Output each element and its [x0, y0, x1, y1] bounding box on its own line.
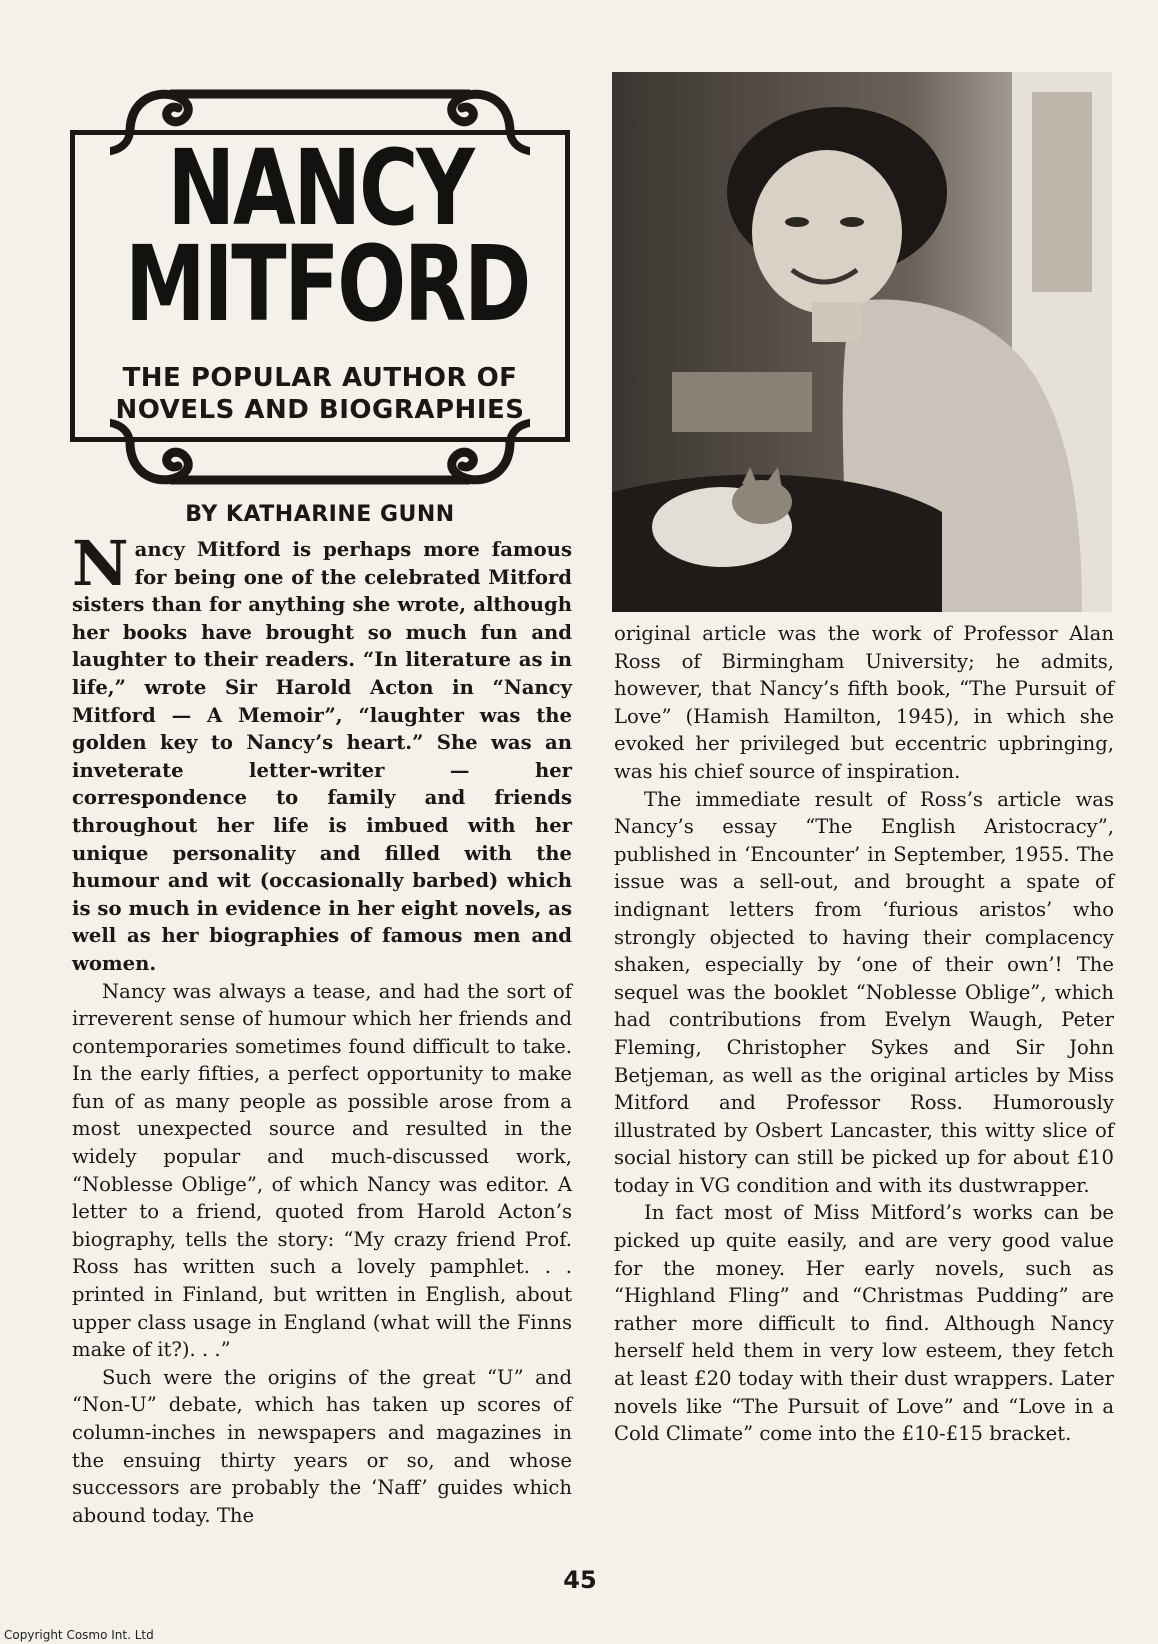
lead-paragraph	[72, 527, 572, 978]
byline: BY KATHARINE GUNN	[185, 502, 455, 527]
copyright-notice: Copyright Cosmo Int. Ltd	[4, 1628, 154, 1642]
portrait-photo	[612, 72, 1112, 612]
article-paragraph: original article was the work of Professor Alan Ross of Birmingham University; he admits, however, that Nancy’s fifth book, “The Pursuit of Love” (Hamish Hamilton, 1945), in which she evoked her privileged but eccentric upbringing, was his chief source of inspiration.	[614, 622, 1114, 783]
article-paragraph: The immediate result of Ross’s article was Nancy’s essay “The English Aristocracy”, published in ‘Encounter’ in September, 1955. The issue was a sell-out, and brought a spate of indignant letters from ‘furious aristos’ who strongly objected to having their complacency shaken, especially by ‘one of their own’! The sequel was the booklet “Noblesse Oblige”, which had contributions from Evelyn Waugh, Peter Fleming, Christopher Sykes and Sir John Betjeman, as well as the original articles by Miss Mitford and Professor Ross. Humorously illustrated by Osbert Lancaster, this witty slice of social history can still be picked up for about £10 today in VG condition and with its dustwrapper.	[614, 787, 1114, 1197]
article-column-right	[614, 620, 1114, 1448]
subtitle-line-1: THE POPULAR AUTHOR OF	[122, 363, 518, 393]
portrait-photo-icon	[612, 72, 1112, 612]
article-paragraph: Such were the origins of the great “U” and “Non-U” debate, which has taken up scores of column-inches in newspapers and magazines in the ensuing thirty years or so, and whose successors are probably the ‘Naff’ guides which abound today. The	[72, 1365, 572, 1527]
subtitle-line-2: NOVELS AND BIOGRAPHIES	[115, 395, 525, 425]
article-paragraph: Nancy was always a tease, and had the sort of irreverent sense of humour which her friends and contemporaries sometimes found difficult to take. In the early fifties, a perfect opportunity to make fun of as many people as possible arose from a most unexpected source and resulted in the widely popular and much-discussed work, “Noblesse Oblige”, of which Nancy was editor. A letter to a friend, quoted from Harold Acton’s biography, tells the story: “My crazy friend Prof. Ross has written such a lovely pamphlet. . . printed in Finland, but written in English, about upper class usage in England (what will the Finns make of it?). . .”	[72, 979, 572, 1362]
lead-paragraph-text: ancy Mitford is perhaps more famous for being one of the celebrated Mitford sisters than for anything she wrote, although her books have brought so much fun and laughter to their readers. “In literature as in life,” wrote Sir Harold Acton in “Nancy Mitford — A Memoir”, “laughter was the golden key to Nancy’s heart.” She was an inveterate letter-writer — her correspondence to family and friends throughout her life is imbued with her unique personality and filled with the humour and wit (occasionally barbed) which is so much in evidence in her eight novels, as well as her biographies of famous men and women.	[72, 538, 572, 975]
headline-last-name: MITFORD	[125, 223, 530, 345]
drop-cap: N	[72, 527, 129, 600]
article-column-left	[72, 527, 572, 1529]
article-paragraph: In fact most of Miss Mitford’s works can be picked up quite easily, and are very good value for the money. Her early novels, such as “Highland Fling” and “Christmas Pudding” are rather more difficult to find. Although Nancy herself held them in very low esteem, they fetch at least £20 today with their dust wrappers. Later novels like “The Pursuit of Love” and “Love in a Cold Climate” come into the £10-£15 bracket.	[614, 1201, 1114, 1446]
page-number: 45	[563, 1566, 597, 1594]
headline-first-name: NANCY	[167, 127, 473, 249]
